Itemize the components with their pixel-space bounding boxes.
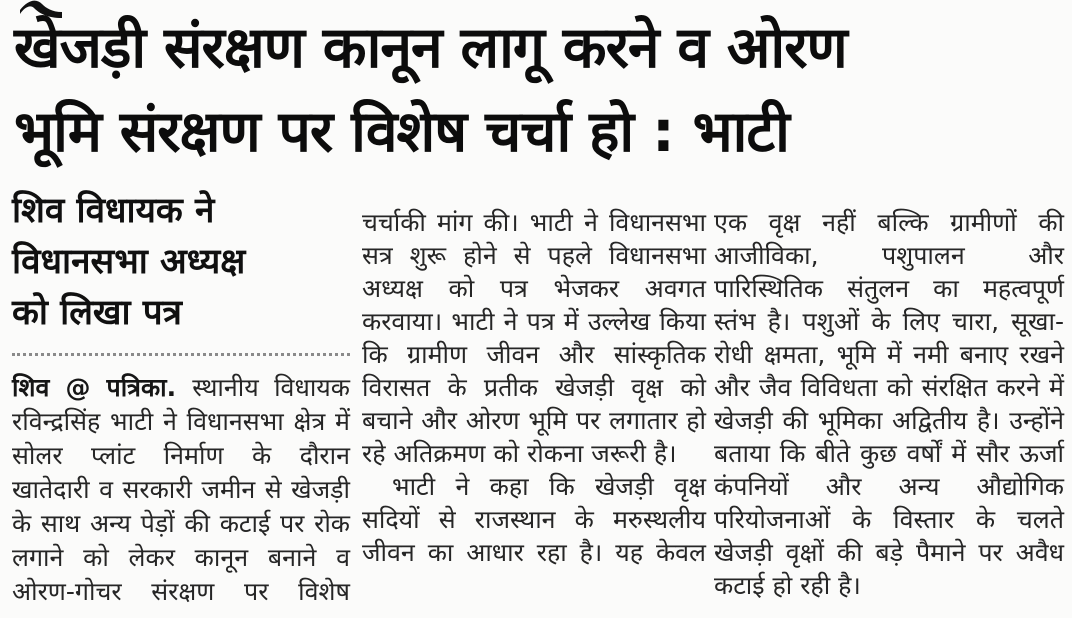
article-paragraph: एक वृक्ष नहीं बल्कि ग्रामीणों की आजीविका, पशुपालन और पारिस्थितिक संतुलन का महत्वपूर्ण स्तंभ है। पशुओं के लिए चारा, सूखा-रोधी क्षमता, भूमि में नमी बनाए रखने और जैव विविधता को संरक्षित करने में खेजड़ी की भूमिका अद्वितीय है। उन्होंने बताया कि बीते कुछ वर्षों में सौर ऊर्जा कंपनियों और अन्य औद्योगिक परियोजनाओं के विस्तार के चलते खेजड़ी वृक्षों की बड़े पैमाने पर अवैध कटाई हो रही है। (714, 208, 1064, 600)
subheading-line-2: विधानसभा अध्यक्ष (12, 242, 246, 282)
column-middle (362, 206, 706, 569)
article-headline (14, 6, 1062, 174)
article-paragraph (12, 371, 350, 609)
column-right (714, 206, 1064, 602)
article-paragraph: चर्चाकी मांग की। भाटी ने विधानसभा सत्र शुरू होने से पहले विधानसभा अध्यक्ष को पत्र भेजकर अवगत करवाया। भाटी ने पत्र में उल्लेख किया कि ग्रामीण जीवन और सांस्कृतिक विरासत के प्रतीक खेजड़ी वृक्ष को बचाने और ओरण भूमि पर लगातार हो रहे अतिक्रमण को रोकना जरूरी है। (362, 208, 706, 468)
article-paragraph: भाटी ने कहा कि खेजड़ी वृक्ष सदियों से राजस्थान के मरुस्थलीय जीवन का आधार रहा है। यह केवल (362, 472, 706, 567)
paragraph-text: स्थानीय विधायक रविन्द्रसिंह भाटी ने विधानसभा क्षेत्र में सोलर प्लांट निर्माण के दौरान खातेदारी व सरकारी जमीन से खेजड़ी के साथ अन्य पेड़ों की कटाई पर रोक लगाने को लेकर कानून बनाने व ओरण-गोचर संरक्षण पर विशेष (12, 373, 350, 606)
article-subheading (12, 186, 350, 339)
column-left (12, 186, 350, 609)
subheading-line-3: को लिखा पत्र (12, 293, 183, 333)
headline-line-2: भूमि संरक्षण पर विशेष चर्चा हो : भाटी (14, 99, 789, 165)
dotted-divider (12, 353, 350, 356)
headline-line-1: खेजड़ी संरक्षण कानून लागू करने व ओरण (14, 15, 847, 81)
subheading-line-1: शिव विधायक ने (12, 191, 215, 231)
dateline: शिव @ पत्रिका. (12, 373, 193, 402)
